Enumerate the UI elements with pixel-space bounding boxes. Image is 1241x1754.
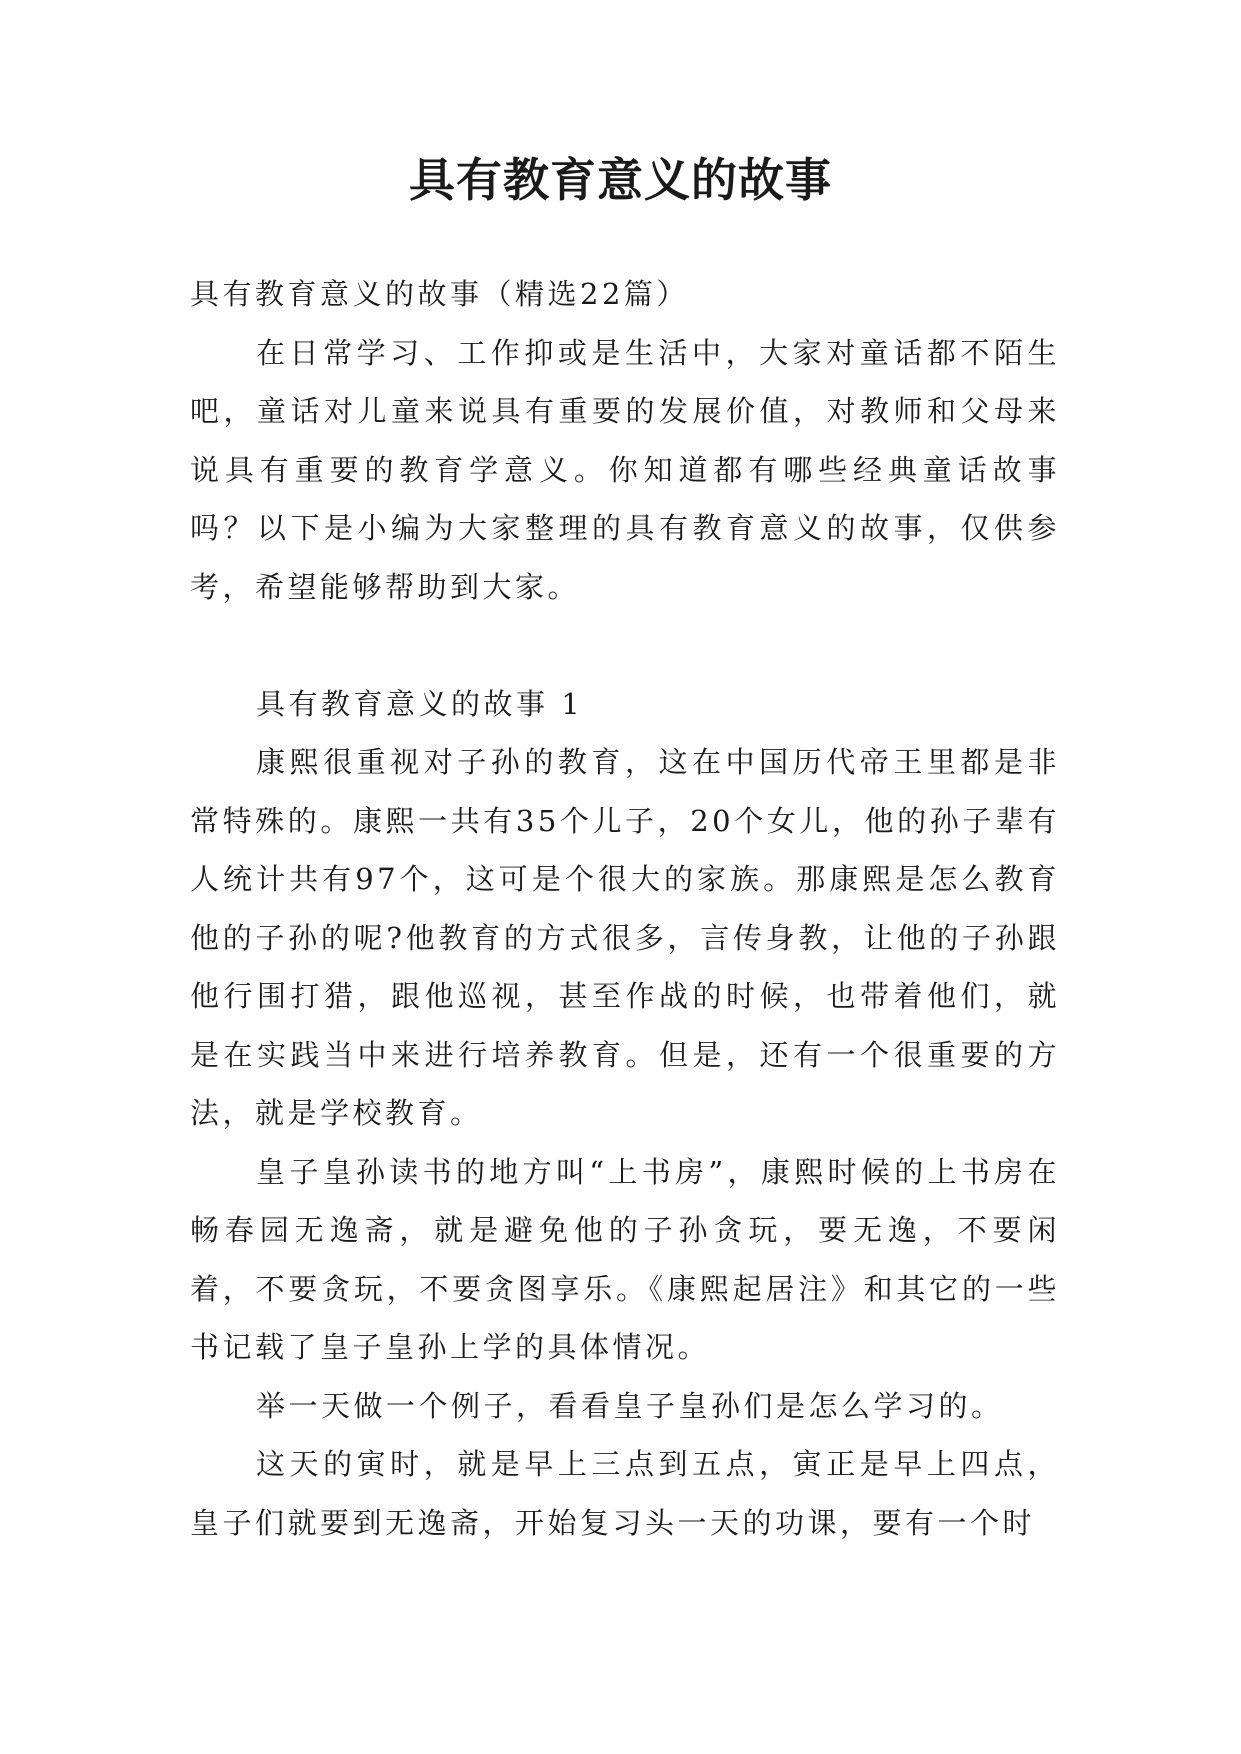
- story-paragraph-2: 皇子皇孙读书的地方叫“上书房”，康熙时候的上书房在畅春园无逸斋，就是避免他的子孙贪玩，要无逸，不要闲着，不要贪玩，不要贪图享乐。《康熙起居注》和其它的一些书记载了皇子皇孙上学的具体情况。: [190, 1154, 1060, 1364]
- document-subtitle: 具有教育意义的故事（精选22篇）: [190, 277, 689, 311]
- story-paragraph-3: 举一天做一个例子，看看皇子皇孙们是怎么学习的。: [256, 1388, 1004, 1423]
- paragraph-spacer: [190, 616, 1060, 675]
- section-heading: 具有教育意义的故事 1: [256, 686, 584, 721]
- intro-paragraph: 在日常学习、工作抑或是生活中，大家对童话都不陌生吧，童话对儿童来说具有重要的发展价值，对教师和父母来说具有重要的教育学意义。你知道都有哪些经典童话故事吗？以下是小编为大家整理的具有教育意义的故事，仅供参考，希望能够帮助到大家。: [190, 335, 1060, 604]
- story-paragraph-1: 康熙很重视对子孙的教育，这在中国历代帝王里都是非常特殊的。康熙一共有35个儿子，20个女儿，他的孙子辈有人统计共有97个，这可是个很大的家族。那康熙是怎么教育他的子孙的呢?他教育的方式很多，言传身教，让他的子孙跟他行围打猎，跟他巡视，甚至作战的时候，也带着他们，就是在实践当中来进行培养教育。但是，还有一个很重要的方法，就是学校教育。: [190, 745, 1060, 1130]
- story-paragraph-4: 这天的寅时，就是早上三点到五点，寅正是早上四点，皇子们就要到无逸斋，开始复习头一天的功课，要有一个时: [190, 1447, 1060, 1540]
- document-body: [190, 265, 1060, 1552]
- document-title: 具有教育意义的故事: [409, 153, 832, 207]
